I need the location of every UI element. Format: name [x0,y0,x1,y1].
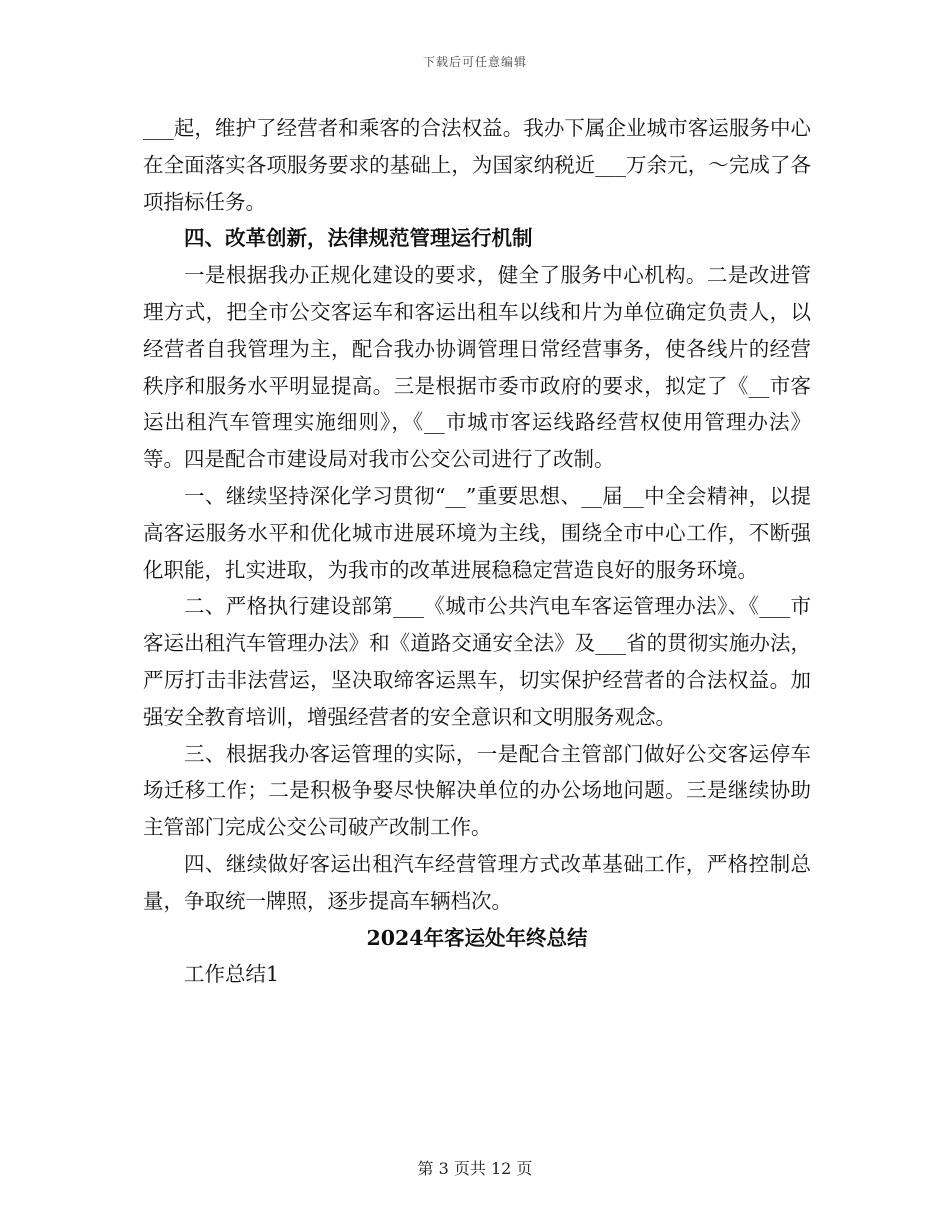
paragraph-reform-details: 一是根据我办正规化建设的要求，健全了服务中心机构。二是改进管理方式，把全市公交客运车和客运出租车以线和片为单位确定负责人，以经营者自我管理为主，配合我办协调管理日常经营事务，使各线片的经营秩序和服务水平明显提高。三是根据市委市政府的要求，拟定了《__市客运出租汽车管理实施细则》，《__市城市客运线路经营权使用管理办法》等。四是配合市建设局对我市公交公司进行了改制。 [143,263,811,472]
paragraph-continuation: ___起，维护了经营者和乘客的合法权益。我办下属企业城市客运服务中心在全面落实各项服务要求的基础上，为国家纳税近___万余元，～完成了各项指标任务。 [143,116,811,214]
page-header: 下载后可任意编辑 [422,55,527,69]
paragraph-plan-item-2: 二、严格执行建设部第___《城市公共汽电车客运管理办法》、《___市客运出租汽车管理办法》和《道路交通安全法》及___省的贯彻实施办法，严厉打击非法营运，坚决取缔客运黑车，切实保护经营者的合法权益。加强安全教育培训，增强经营者的安全意识和文明服务观念。 [143,594,811,729]
document-title: 2024年客运处年终总结 [366,925,588,950]
document-body [143,110,811,993]
page-footer: 第 3 页共 12 页 [417,1159,533,1178]
section-heading: 四、改革创新，法律规范管理运行机制 [184,226,533,251]
paragraph-plan-item-4: 四、继续做好客运出租汽车经营管理方式改革基础工作，严格控制总量，争取统一牌照，逐步提高车辆档次。 [143,851,811,913]
subsection-label: 工作总结1 [184,962,280,987]
paragraph-plan-item-1: 一、继续坚持深化学习贯彻“__”重要思想、__届__中全会精神，以提高客运服务水平和优化城市进展环境为主线，围绕全市中心工作，不断强化职能，扎实进取，为我市的改革进展稳稳定营造良好的服务环境。 [143,483,811,582]
paragraph-plan-item-3: 三、根据我办客运管理的实际，一是配合主管部门做好公交客运停车场迁移工作；二是积极争娶尽快解决单位的办公场地问题。三是继续协助主管部门完成公交公司破产改制工作。 [143,741,811,840]
